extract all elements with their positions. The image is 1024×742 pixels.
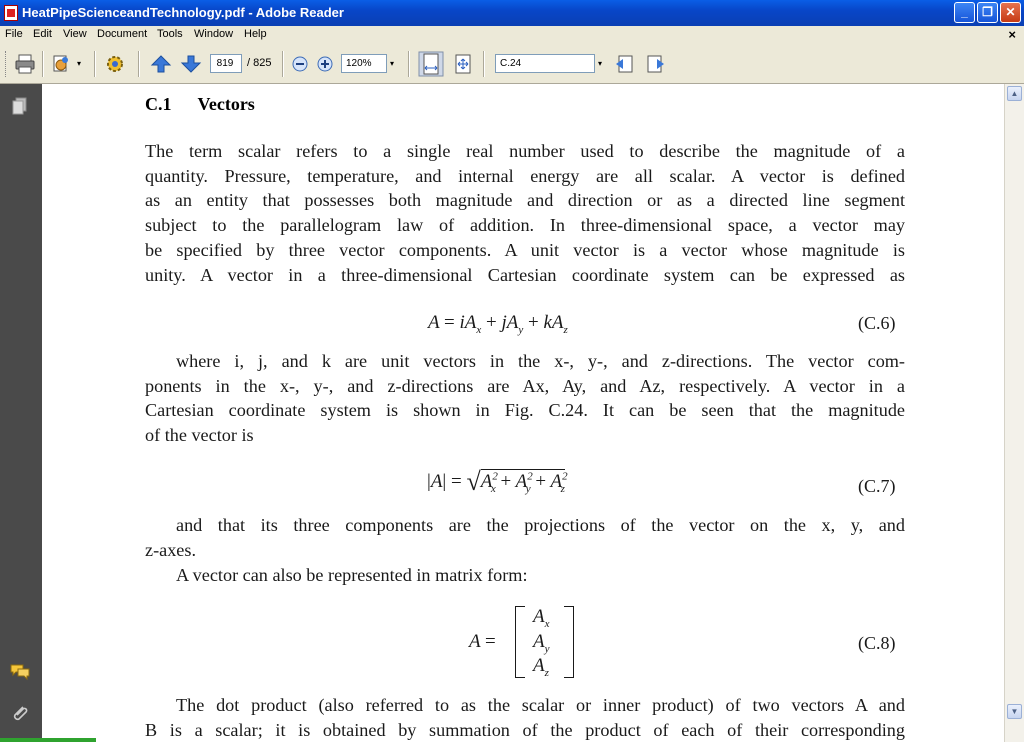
text-line: B is a scalar; it is obtained by summation of the product of each of their corresponding <box>145 719 905 740</box>
equation-c7: $|A| = √A^2_x + A^2_y + A^2_z$ <box>427 467 568 496</box>
page-number-input[interactable] <box>210 54 242 73</box>
scroll-up-button[interactable]: ▲ <box>1007 86 1022 101</box>
text-line: Cartesian coordinate system is shown in Fig. C.24. It can be seen that the magnitude <box>145 400 905 421</box>
menu-window[interactable]: Window <box>194 28 234 40</box>
page-setup-icon[interactable] <box>50 53 72 75</box>
navigation-sidebar <box>0 84 42 742</box>
menu-document[interactable]: Document <box>97 28 148 40</box>
paragraph-5 <box>145 693 905 742</box>
taskbar-edge <box>0 738 96 742</box>
comments-icon[interactable] <box>9 660 31 682</box>
up-arrow-icon[interactable] <box>150 53 172 75</box>
fit-page-icon[interactable] <box>452 53 474 75</box>
toolbar-separator <box>282 51 284 77</box>
vertical-scrollbar[interactable] <box>1004 84 1024 742</box>
document-close-icon[interactable]: × <box>1008 27 1016 42</box>
equation-number: (C.7) <box>858 476 896 496</box>
text-line: subject to the parallelogram law of addition. In three-dimensional space, a vector may <box>145 215 905 236</box>
text-line: ponents in the x-, y-, and z-directions are Ax, Ay, and Az, respectively. A vector in a <box>145 375 905 396</box>
paragraph-2 <box>145 349 905 448</box>
menu-bar <box>0 26 1024 45</box>
section-title: Vectors <box>197 94 255 114</box>
text-line: as an entity that possesses both magnitude and direction or as a directed line segment <box>145 190 905 211</box>
document-page: C.1 Vectors The term scalar refers to a single real number used to describe the magnitude of a quantity. Pressure, temperature, and internal energy are all scalar. A vector is defined as an entity that possesses both magnitude and direction or as a directed line segment subject to the parallelogram law of addition. In three-dimensional space, a vector may be specified by three vector components. A unit vector is a vector whose magnitude is unity. A vector in a three-dimensional Cartesian coordinate system can be expressed as $A = iA_x + jA_y + kA_z$ (C.6) where i, j, and k are unit vectors in the x-, y-, and z-directions. The vector com- ponents in the x-, y-, and z-directions are Ax, Ay, and Az, respectively. A vector in a Cartesian coordinate system is shown in Fig. C.24. It can be seen that the magnitude of the vector is $|A| = √A^2_x + A^2_y + A^2_z$ (C.7) and that its three components are the projections of the vector on the x, y, and z-axes. A vector can also be represented in matrix form: A = $A_x$ $A_y$ $A_z$ (C.8) The dot product (also referred to as the scalar or inner product) of two vectors A and B is a scalar; it is obtained by summation of the product of each of their corresponding <box>42 84 1004 742</box>
find-previous-icon[interactable] <box>614 53 636 75</box>
find-dropdown-icon[interactable]: ▾ <box>597 59 602 68</box>
title-bar <box>0 0 1024 26</box>
minimize-button[interactable]: _ <box>954 2 975 23</box>
zoom-dropdown-icon[interactable]: ▾ <box>389 59 394 68</box>
menu-file[interactable]: File <box>5 28 23 40</box>
fit-width-icon[interactable] <box>418 51 444 77</box>
paragraph-1 <box>145 139 905 287</box>
maximize-button[interactable]: ❐ <box>977 2 998 23</box>
toolbar <box>0 45 1024 84</box>
equation-number: (C.6) <box>858 313 896 333</box>
text-line: be specified by three vector components. A unit vector is a vector whose magnitude is <box>145 239 905 260</box>
text-line: unity. A vector in a three-dimensional Cartesian coordinate system can be expressed as <box>145 264 905 285</box>
text-line: z-axes. <box>145 539 196 560</box>
scroll-down-button[interactable]: ▼ <box>1007 704 1022 719</box>
equation-c6: $A = iA_x + jA_y + kA_z$ <box>428 312 568 336</box>
toolbar-grip[interactable] <box>5 51 9 77</box>
paragraph-3 <box>145 513 905 562</box>
paperclip-icon[interactable] <box>9 702 31 724</box>
adobe-reader-icon <box>4 5 18 21</box>
zoom-out-icon[interactable] <box>289 53 311 75</box>
printer-icon[interactable] <box>14 53 36 75</box>
section-heading <box>145 94 255 115</box>
down-arrow-icon[interactable] <box>180 53 202 75</box>
window-title: HeatPipeScienceandTechnology.pdf - Adobe Reader <box>22 5 344 20</box>
toolbar-separator <box>138 51 140 77</box>
toolbar-separator <box>483 51 485 77</box>
section-number: C.1 <box>145 94 172 114</box>
text-line: quantity. Pressure, temperature, and internal energy are all scalar. A vector is defined <box>145 165 905 186</box>
text-line: and that its three components are the projections of the vector on the x, y, and <box>176 515 905 535</box>
toolbar-separator <box>94 51 96 77</box>
paragraph-4 <box>145 563 905 588</box>
toolbar-separator <box>42 51 44 77</box>
text-line: The term scalar refers to a single real number used to describe the magnitude of a <box>145 141 905 161</box>
text-line: of the vector is <box>145 425 254 446</box>
text-line: A vector can also be represented in matrix form: <box>176 565 528 585</box>
gear-icon[interactable] <box>104 53 126 75</box>
find-next-icon[interactable] <box>644 53 666 75</box>
page-total-label: / 825 <box>247 57 272 69</box>
zoom-level-input[interactable] <box>341 54 387 73</box>
pages-icon[interactable] <box>9 96 31 118</box>
equation-number: (C.8) <box>858 633 896 653</box>
text-line: The dot product (also referred to as the scalar or inner product) of two vectors A and <box>176 695 905 715</box>
text-line: where i, j, and k are unit vectors in the x-, y-, and z-directions. The vector com- <box>176 351 905 371</box>
find-input[interactable] <box>495 54 595 73</box>
menu-view[interactable]: View <box>63 28 87 40</box>
page-setup-dropdown-icon[interactable]: ▾ <box>76 59 81 68</box>
zoom-in-icon[interactable] <box>314 53 336 75</box>
menu-edit[interactable]: Edit <box>33 28 52 40</box>
menu-tools[interactable]: Tools <box>157 28 183 40</box>
toolbar-separator <box>408 51 410 77</box>
close-button[interactable]: ✕ <box>1000 2 1021 23</box>
menu-help[interactable]: Help <box>244 28 267 40</box>
